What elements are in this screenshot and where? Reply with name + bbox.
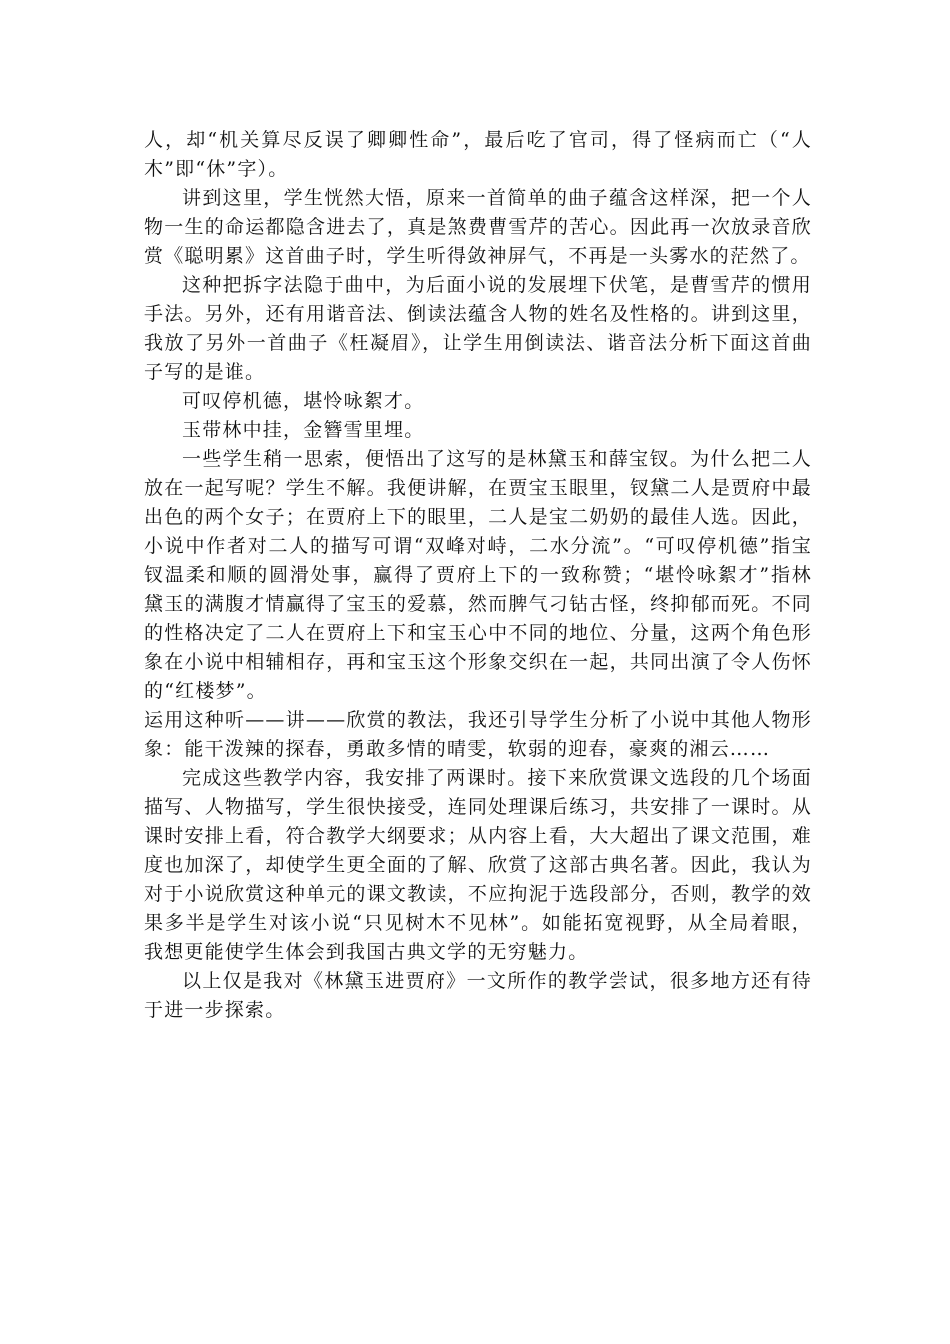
paragraph-2: 讲到这里，学生恍然大悟，原来一首简单的曲子蕴含这样深，把一个人物一生的命运都隐含进去了，真是煞费曹雪芹的苦心。因此再一次放录音欣赏《聪明累》这首曲子时，学生听得敛神屏气，不再是一头雾水的茫然了。: [144, 187, 812, 267]
poem-line-1: 可叹停机德，堪怜咏絮才。: [182, 390, 425, 412]
paragraph-7: 以上仅是我对《林黛玉进贾府》一文所作的教学尝试，很多地方还有待于进一步探索。: [144, 970, 812, 1021]
paragraph-5: 运用这种听——讲——欣赏的教法，我还引导学生分析了小说中其他人物形象：能干泼辣的探春，勇敢多情的晴雯，软弱的迎春，豪爽的湘云……: [144, 709, 812, 760]
paragraph-4: 一些学生稍一思索，便悟出了这写的是林黛玉和薛宝钗。为什么把二人放在一起写呢？学生不解。我便讲解，在贾宝玉眼里，钗黛二人是贾府中最出色的两个女子；在贾府上下的眼里，二人是宝二奶奶的最佳人选。因此，小说中作者对二人的描写可谓“双峰对峙，二水分流”。“可叹停机德”指宝钗温柔和顺的圆滑处事，赢得了贾府上下的一致称赞；“堪怜咏絮才”指林黛玉的满腹才情赢得了宝玉的爱慕，然而脾气刁钻古怪，终抑郁而死。不同的性格决定了二人在贾府上下和宝玉心中不同的地位、分量，这两个角色形象在小说中相辅相存，再和宝玉这个形象交织在一起，共同出演了令人伤怀的“红楼梦”。: [144, 448, 812, 702]
paragraph-3: 这种把拆字法隐于曲中，为后面小说的发展埋下伏笔，是曹雪芹的惯用手法。另外，还有用谐音法、倒读法蕴含人物的姓名及性格的。讲到这里，我放了另外一首曲子《枉凝眉》，让学生用倒读法、谐音法分析下面这首曲子写的是谁。: [144, 274, 812, 383]
poem-line-2: 玉带林中挂，金簪雪里埋。: [182, 419, 425, 441]
document-body: [144, 126, 812, 1025]
paragraph-6: 完成这些教学内容，我安排了两课时。接下来欣赏课文选段的几个场面描写、人物描写，学生很快接受，连同处理课后练习，共安排了一课时。从课时安排上看，符合教学大纲要求；从内容上看，大大超出了课文范围，难度也加深了，却使学生更全面的了解、欣赏了这部古典名著。因此，我认为对于小说欣赏这种单元的课文教读，不应拘泥于选段部分，否则，教学的效果多半是学生对该小说“只见树木不见林”。如能拓宽视野，从全局着眼，我想更能使学生体会到我国古典文学的无穷魅力。: [144, 767, 812, 963]
paragraph-1: 人，却“机关算尽反误了卿卿性命”，最后吃了官司，得了怪病而亡（“人木”即“休”字）。: [144, 129, 812, 180]
